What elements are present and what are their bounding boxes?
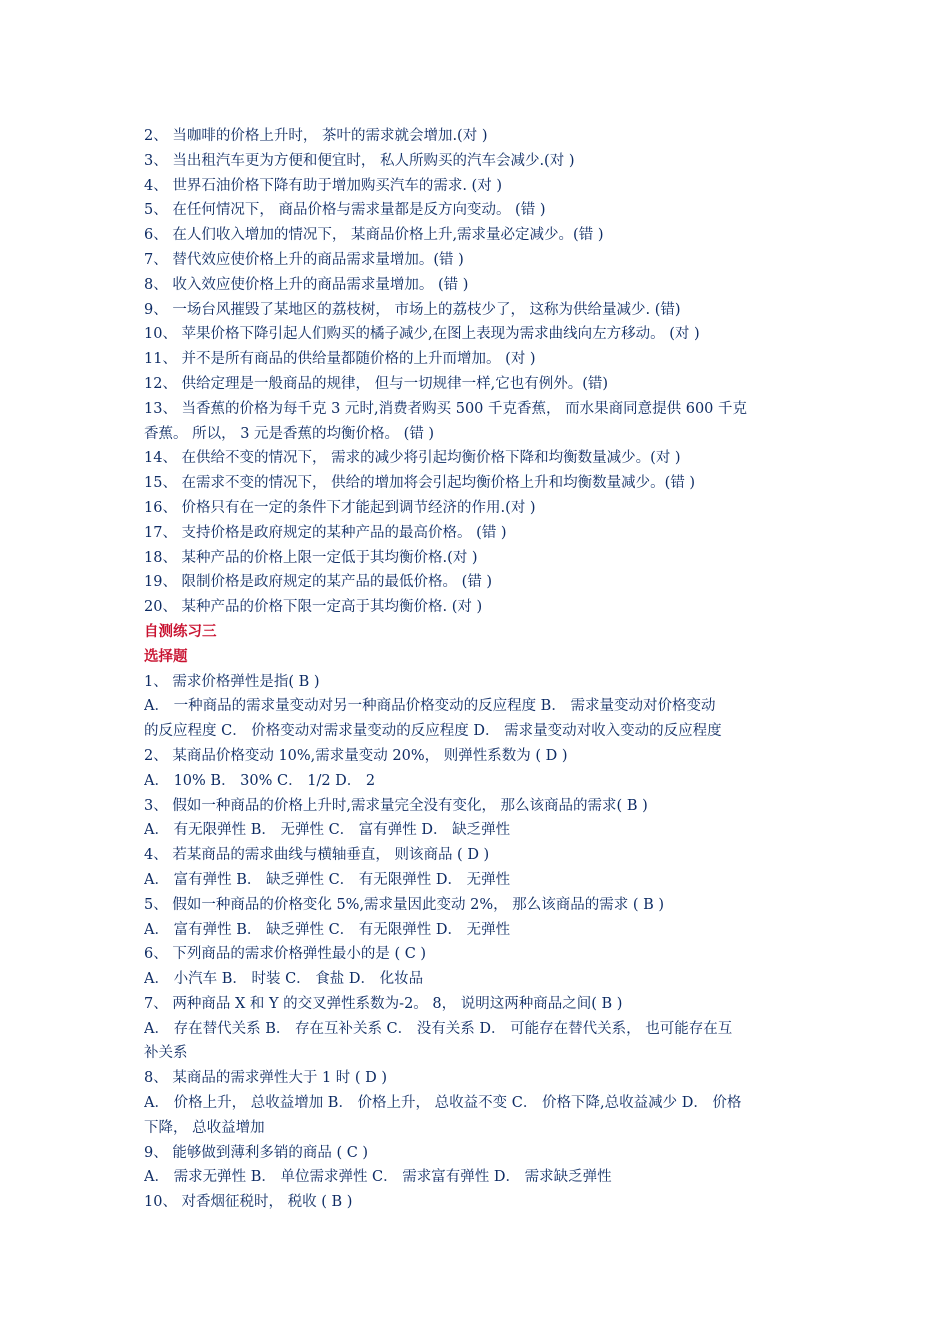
question-line: 12、 供给定理是一般商品的规律， 但与一切规律一样,它也有例外。(错) <box>144 375 609 392</box>
mc-line: A． 存在替代关系 B． 存在互补关系 C． 没有关系 D． 可能存在替代关系， 也可能存在互 <box>144 1020 733 1037</box>
mc-line: A． 小汽车 B． 时装 C． 食盐 D． 化妆品 <box>144 971 424 988</box>
mc-line: 下降， 总收益增加 <box>144 1119 265 1136</box>
question-line: 6、 在人们收入增加的情况下， 某商品价格上升,需求量必定减少。(错 ) <box>144 227 604 244</box>
mc-line: A． 需求无弹性 B． 单位需求弹性 C． 需求富有弹性 D． 需求缺乏弹性 <box>144 1169 612 1186</box>
question-line: 19、 限制价格是政府规定的某产品的最低价格。 (错 ) <box>144 574 493 591</box>
question-line: 16、 价格只有在一定的条件下才能起到调节经济的作用.(对 ) <box>144 499 536 516</box>
mc-line: A． 价格上升， 总收益增加 B． 价格上升， 总收益不变 C． 价格下降,总收益减少 D． 价格 <box>144 1095 742 1112</box>
question-line: 20、 某种产品的价格下限一定高于其均衡价格. (对 ) <box>144 599 483 616</box>
document-content <box>144 124 814 1215</box>
mc-line: 10、 对香烟征税时， 税收 ( B ) <box>144 1194 353 1211</box>
mc-line: A． 有无限弹性 B． 无弹性 C． 富有弹性 D． 缺乏弹性 <box>144 822 511 839</box>
mc-line: A． 一种商品的需求量变动对另一种商品价格变动的反应程度 B． 需求量变动对价格变动 <box>144 698 716 715</box>
subsection-title: 选择题 <box>144 647 188 665</box>
mc-line: 4、 若某商品的需求曲线与横轴垂直， 则该商品 ( D ) <box>144 847 490 864</box>
mc-line: 6、 下列商品的需求价格弹性最小的是 ( C ) <box>144 946 427 963</box>
question-line: 17、 支持价格是政府规定的某种产品的最高价格。 (错 ) <box>144 524 507 541</box>
mc-line: A． 富有弹性 B． 缺乏弹性 C． 有无限弹性 D． 无弹性 <box>144 871 511 888</box>
question-line: 5、 在任何情况下， 商品价格与需求量都是反方向变动。 (错 ) <box>144 202 546 219</box>
mc-line: 7、 两种商品 X 和 Y 的交叉弹性系数为-2。 8， 说明这两种商品之间( B ) <box>144 995 623 1012</box>
question-line: 10、 苹果价格下降引起人们购买的橘子减少,在图上表现为需求曲线向左方移动。 (对 ) <box>144 326 700 343</box>
question-line: 7、 替代效应使价格上升的商品需求量增加。(错 ) <box>144 251 464 268</box>
section-title: 自测练习三 <box>144 622 217 640</box>
question-line: 18、 某种产品的价格上限一定低于其均衡价格.(对 ) <box>144 549 478 566</box>
question-line: 8、 收入效应使价格上升的商品需求量增加。 (错 ) <box>144 276 469 293</box>
mc-line: A． 富有弹性 B． 缺乏弹性 C． 有无限弹性 D． 无弹性 <box>144 921 511 938</box>
mc-line: A． 10% B． 30% C． 1/2 D． 2 <box>144 772 376 789</box>
question-line: 2、 当咖啡的价格上升时， 茶叶的需求就会增加.(对 ) <box>144 128 488 144</box>
question-line: 3、 当出租汽车更为方便和便宜时， 私人所购买的汽车会减少.(对 ) <box>144 152 575 169</box>
question-line: 香蕉。 所以， 3 元是香蕉的均衡价格。 (错 ) <box>144 425 435 442</box>
question-line: 4、 世界石油价格下降有助于增加购买汽车的需求. (对 ) <box>144 177 502 194</box>
mc-line: 的反应程度 C． 价格变动对需求量变动的反应程度 D． 需求量变动对收入变动的反应程度 <box>144 723 722 740</box>
mc-line: 2、 某商品价格变动 10%,需求量变动 20%， 则弹性系数为 ( D ) <box>144 747 568 764</box>
mc-line: 补关系 <box>144 1045 188 1062</box>
mc-line: 1、 需求价格弹性是指( B ) <box>144 673 320 690</box>
question-line: 13、 当香蕉的价格为每千克 3 元时,消费者购买 500 千克香蕉， 而水果商同意提供 600 千克 <box>144 400 748 417</box>
question-line: 14、 在供给不变的情况下， 需求的减少将引起均衡价格下降和均衡数量减少。(对 ) <box>144 450 681 467</box>
mc-line: 8、 某商品的需求弹性大于 1 时 ( D ) <box>144 1070 388 1087</box>
question-line: 11、 并不是所有商品的供给量都随价格的上升而增加。 (对 ) <box>144 351 536 368</box>
question-line: 9、 一场台风摧毁了某地区的荔枝树， 市场上的荔枝少了， 这称为供给量减少. (错) <box>144 301 681 318</box>
mc-line: 3、 假如一种商品的价格上升时,需求量完全没有变化， 那么该商品的需求( B ) <box>144 797 648 814</box>
mc-line: 5、 假如一种商品的价格变化 5%,需求量因此变动 2%， 那么该商品的需求 ( B ) <box>144 896 665 913</box>
mc-line: 9、 能够做到薄利多销的商品 ( C ) <box>144 1144 369 1161</box>
question-line: 15、 在需求不变的情况下， 供给的增加将会引起均衡价格上升和均衡数量减少。(错 ) <box>144 475 696 492</box>
